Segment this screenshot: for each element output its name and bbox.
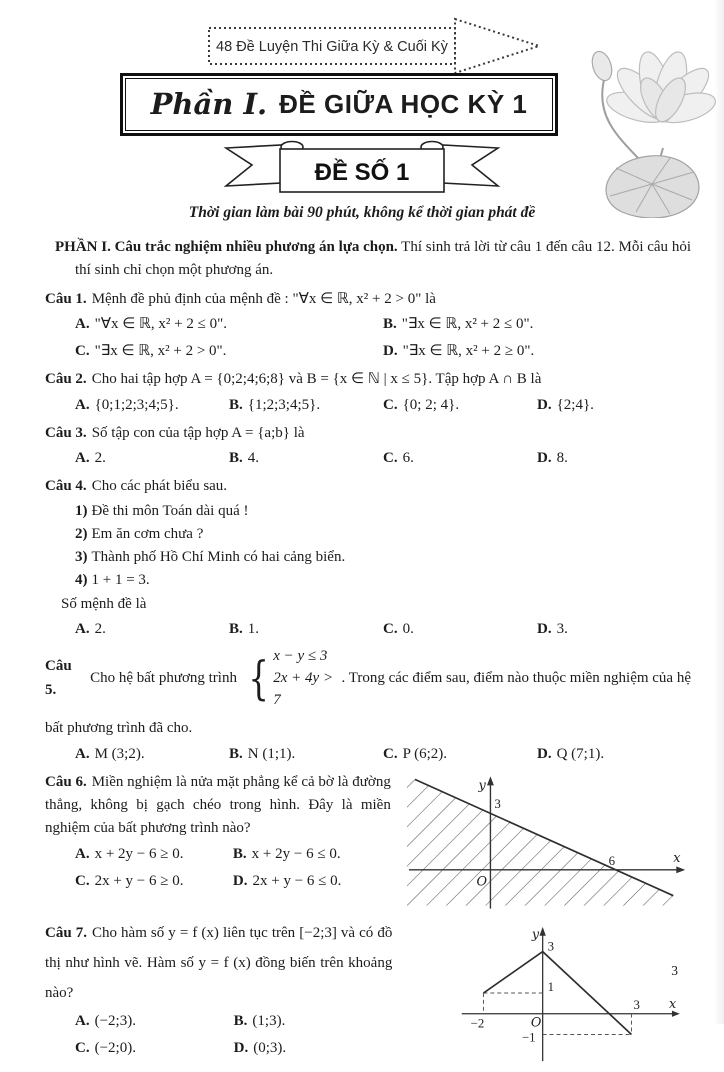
option-c <box>383 447 537 470</box>
option-letter: D. <box>232 872 248 889</box>
option-a <box>75 394 229 417</box>
option-a <box>75 618 229 641</box>
options <box>45 618 691 641</box>
part-title: ĐỀ GIỮA HỌC KỲ 1 <box>279 89 528 120</box>
option-letter: D. <box>233 1040 249 1056</box>
option-b <box>229 394 383 417</box>
statement-number: 2) <box>75 525 88 542</box>
y-intercept-label: 3 <box>494 795 501 811</box>
option-c <box>383 394 537 417</box>
option-c <box>383 743 537 766</box>
option-value: (−2;3). <box>94 1012 136 1029</box>
question-label: Câu 7. <box>45 924 87 941</box>
question-6-text-column <box>45 771 391 898</box>
exam-number-ribbon <box>222 138 502 204</box>
q6-half-plane-graph <box>401 773 691 913</box>
origin-label: O <box>476 874 487 890</box>
option-a <box>75 743 229 766</box>
option-value: N (1;1). <box>247 745 296 762</box>
option-d <box>537 743 691 766</box>
options <box>45 313 691 364</box>
option-letter: D. <box>537 450 552 466</box>
option-value: 4. <box>247 450 260 466</box>
question-label: Câu 4. <box>45 478 87 495</box>
system-line-2: 2x + 4y > 7 <box>273 669 334 708</box>
option-letter: C. <box>75 872 90 889</box>
option-c <box>75 1037 234 1060</box>
option-b <box>234 1010 393 1033</box>
option-letter: C. <box>75 1040 90 1056</box>
x-axis-label: x <box>669 996 677 1012</box>
statement-number: 1) <box>75 502 88 519</box>
option-value: "∀x ∈ ℝ, x² + 2 ≤ 0". <box>94 315 227 332</box>
question-stem <box>45 475 691 498</box>
option-letter: B. <box>232 845 247 862</box>
option-a <box>75 447 229 470</box>
question-label: Câu 6. <box>45 773 87 790</box>
option-value: "∃x ∈ ℝ, x² + 2 > 0". <box>94 343 227 359</box>
question-3 <box>45 422 691 471</box>
option-value: {0; 2; 4}. <box>402 396 460 413</box>
banner-title: 48 Đề Luyện Thi Giữa Kỳ & Cuối Kỳ <box>216 39 448 55</box>
question-2 <box>45 368 691 417</box>
option-a <box>75 1010 234 1033</box>
option-d <box>537 618 691 641</box>
statement-3 <box>75 546 691 569</box>
option-value: x + 2y − 6 ≤ 0. <box>251 845 341 862</box>
option-letter: D. <box>537 620 552 637</box>
option-d <box>234 1037 393 1060</box>
exam-number: ĐỀ SỐ 1 <box>314 159 410 186</box>
option-letter: A. <box>75 1012 90 1029</box>
origin-label: O <box>531 1015 542 1031</box>
inequality-system <box>244 646 341 711</box>
options <box>45 743 691 766</box>
question-6 <box>45 771 691 913</box>
question-stem <box>45 422 691 445</box>
option-value: P (6;2). <box>402 745 448 762</box>
question-label: Câu 3. <box>45 424 87 441</box>
page-number: 3 <box>671 963 678 978</box>
option-b <box>229 447 383 470</box>
question-1 <box>45 288 691 364</box>
option-value: {1;2;3;4;5}. <box>247 396 321 413</box>
option-letter: B. <box>233 1012 248 1029</box>
time-note: Thời gian làm bài 90 phút, không kể thời gian phát đề <box>188 204 536 221</box>
option-value: 0. <box>402 620 414 637</box>
option-letter: D. <box>537 396 552 413</box>
question-5 <box>45 646 691 766</box>
option-letter: B. <box>383 315 397 332</box>
option-value: Q (7;1). <box>556 745 605 762</box>
option-letter: B. <box>229 450 243 466</box>
option-letter: A. <box>75 450 90 466</box>
option-c <box>75 870 233 893</box>
option-value: 1. <box>247 620 260 637</box>
statement-text: Thành phố Hồ Chí Minh có hai cảng biển. <box>91 549 346 565</box>
option-letter: C. <box>383 450 398 466</box>
option-value: (1;3). <box>252 1012 286 1029</box>
statement-4 <box>75 569 691 592</box>
statement-text: Em ăn cơm chưa ? <box>91 525 204 542</box>
system-brace: { <box>248 651 269 706</box>
option-letter: B. <box>229 620 243 637</box>
x-intercept-label: 6 <box>608 852 615 868</box>
question-4 <box>45 475 691 641</box>
y-axis-arrow <box>540 927 546 936</box>
question-stem <box>45 646 691 711</box>
question-text-cont: bất phương trình đã cho. <box>45 720 193 737</box>
part-number: Phần I. <box>150 87 268 122</box>
x3-label: 3 <box>633 997 641 1012</box>
statement-number: 4) <box>75 572 88 589</box>
option-letter: A. <box>75 396 90 413</box>
option-letter: A. <box>75 315 90 332</box>
option-letter: D. <box>537 745 552 762</box>
option-value: M (3;2). <box>94 745 145 762</box>
option-letter: C. <box>75 343 90 359</box>
option-letter: C. <box>383 396 398 413</box>
option-d <box>537 447 691 470</box>
section-heading-rest: Thí sinh trả lời từ câu 1 đến câu 12. Mỗi câu hỏi thí sinh chỉ chọn một phương án. <box>75 239 691 279</box>
question-text: Cho hàm số y = f (x) liên tục trên [−2;3] và có đồ thị như hình vẽ. Hàm số y = f (x) đồng biến trên khoảng nào? <box>45 924 393 1001</box>
option-letter: C. <box>383 620 398 637</box>
option-value: 6. <box>402 450 414 466</box>
option-d <box>537 394 691 417</box>
option-value: {2;4}. <box>556 396 594 413</box>
section-heading <box>45 236 691 283</box>
lotus-illustration <box>566 40 716 226</box>
option-letter: A. <box>75 745 90 762</box>
option-value: (0;3). <box>253 1040 287 1056</box>
option-value: x + 2y − 6 ≥ 0. <box>94 845 184 862</box>
x-axis-label: x <box>673 850 681 866</box>
question-7 <box>45 918 691 1067</box>
option-value: 2x + y − 6 ≤ 0. <box>252 872 342 889</box>
option-value: {0;1;2;3;4;5}. <box>94 396 179 413</box>
y-axis-label: y <box>532 927 540 943</box>
option-b <box>233 843 391 866</box>
hatched-region <box>407 779 673 905</box>
statement-list <box>45 500 691 593</box>
part-title-box <box>120 73 558 136</box>
question-label: Câu 5. <box>45 658 72 698</box>
part-title-inner <box>125 78 553 131</box>
question-stem <box>45 288 691 311</box>
question-label: Câu 1. <box>45 290 87 307</box>
option-b <box>229 743 383 766</box>
options <box>45 1010 392 1061</box>
option-c <box>383 618 537 641</box>
system-line-1: x − y ≤ 3 <box>273 648 328 664</box>
ym1-label: −1 <box>522 1030 536 1045</box>
statement-text: 1 + 1 = 3. <box>91 572 150 589</box>
section-heading-bold: PHẦN I. Câu trắc nghiệm nhiều phương án lựa chọn. <box>55 239 398 255</box>
y1-label: 1 <box>547 979 555 994</box>
question-text-post: . Trong các điểm sau, điểm nào thuộc miền nghiệm của hệ <box>341 670 691 686</box>
q7-function-graph <box>444 922 691 1067</box>
question-text: Cho các phát biểu sau. <box>91 478 228 495</box>
statement-number: 3) <box>75 549 88 565</box>
option-value: 2. <box>94 450 106 466</box>
option-letter: C. <box>383 745 398 762</box>
option-c <box>75 340 383 363</box>
arrow-head <box>455 19 539 73</box>
y3-label: 3 <box>547 939 555 954</box>
option-letter: B. <box>229 745 243 762</box>
options <box>45 843 391 894</box>
question-label: Câu 2. <box>45 371 87 388</box>
question-text-pre: Cho hệ bất phương trình <box>90 670 237 686</box>
option-b <box>383 313 691 336</box>
question-stem <box>45 918 392 1008</box>
question-text: Mệnh đề phủ định của mệnh đề : "∀x ∈ ℝ, x² + 2 > 0" là <box>91 290 436 307</box>
exam-body <box>45 236 691 1072</box>
option-letter: D. <box>383 343 398 359</box>
y-axis-label: y <box>478 778 486 794</box>
question-text: Số tập con của tập hợp A = {a;b} là <box>91 424 305 441</box>
statement-text: Đề thi môn Toán dài quá ! <box>91 502 249 519</box>
option-d <box>383 340 691 363</box>
statement-2 <box>75 523 691 546</box>
option-a <box>75 843 233 866</box>
xm2-label: −2 <box>470 1016 485 1031</box>
question-stem <box>45 368 691 391</box>
question-closing: Số mệnh đề là <box>61 595 147 612</box>
option-value: 8. <box>556 450 568 466</box>
option-letter: B. <box>229 396 243 413</box>
question-text: Cho hai tập hợp A = {0;2;4;6;8} và B = {x ∈ ℕ | x ≤ 5}. Tập hợp A ∩ B là <box>91 371 542 388</box>
option-value: 2x + y − 6 ≥ 0. <box>94 872 184 889</box>
option-value: "∃x ∈ ℝ, x² + 2 ≤ 0". <box>401 315 534 332</box>
question-7-text-column <box>45 918 392 1066</box>
options <box>45 447 691 470</box>
option-letter: A. <box>75 620 90 637</box>
question-stem <box>45 771 391 841</box>
question-text: Miền nghiệm là nửa mặt phẳng kể cả bờ là đường thẳng, không bị gạch chéo trong hình. Đây là miền nghiệm của bất phương trình nào? <box>45 773 391 837</box>
statement-1 <box>75 500 691 523</box>
option-letter: A. <box>75 845 90 862</box>
y-axis-arrow <box>487 776 494 785</box>
option-value: 2. <box>94 620 106 637</box>
option-value: (−2;0). <box>94 1040 136 1056</box>
x-axis-arrow <box>676 866 685 873</box>
option-value: 3. <box>556 620 568 637</box>
options <box>45 394 691 417</box>
option-a <box>75 313 383 336</box>
arrow-banner-shape <box>203 17 543 75</box>
option-value: "∃x ∈ ℝ, x² + 2 ≥ 0". <box>402 343 535 359</box>
option-b <box>229 618 383 641</box>
option-d <box>233 870 391 893</box>
